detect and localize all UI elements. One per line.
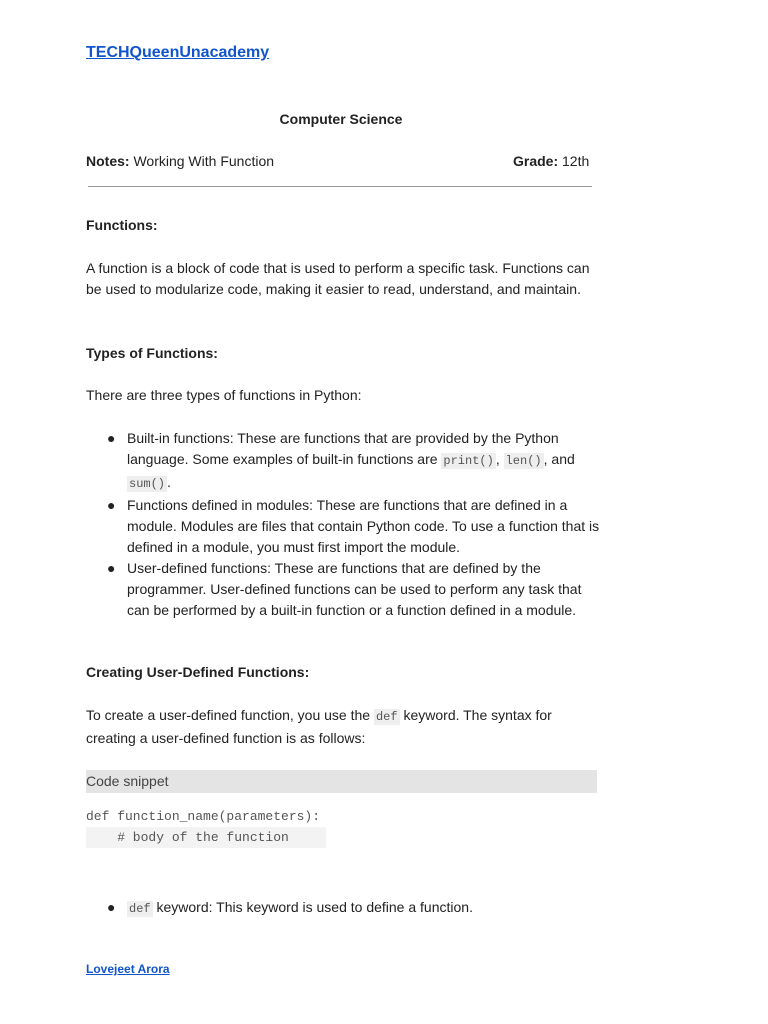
functions-paragraph: A function is a block of code that is used to perform a specific task. Functions can be used to modularize code, making it easier to read, understand, and maintain. bbox=[86, 260, 590, 297]
list-item bbox=[86, 495, 602, 558]
item-text: Functions defined in modules: These are functions that are defined in a module. Modules are files that contain Python code. To use a function that is defined in a module, you must first import the module. bbox=[127, 497, 600, 555]
grade-line bbox=[513, 153, 589, 169]
inline-code: def bbox=[375, 710, 398, 724]
list-item bbox=[86, 558, 602, 621]
list-item bbox=[86, 428, 602, 495]
def-bullet bbox=[86, 897, 643, 920]
inline-code: print() bbox=[443, 454, 494, 468]
types-heading: Types of Functions: bbox=[86, 345, 218, 361]
bullet-icon: ● bbox=[107, 899, 116, 915]
code-line: # body of the function bbox=[86, 827, 326, 848]
course-title: Computer Science bbox=[279, 111, 403, 127]
creating-paragraph bbox=[86, 705, 598, 749]
bullet-icon: ● bbox=[107, 430, 116, 446]
paragraph-text: To create a user-defined function, you use the bbox=[86, 707, 374, 723]
paragraph-text: keyword. The syntax for creating a user-defined function is as follows: bbox=[86, 707, 552, 746]
functions-heading: Functions: bbox=[86, 217, 158, 233]
notes-line bbox=[86, 153, 274, 169]
notes-value: Working With Function bbox=[133, 153, 275, 169]
item-text: , bbox=[495, 451, 504, 467]
grade-label: Grade: bbox=[513, 153, 559, 169]
item-text: Built-in functions: These are functions that are provided by the Python language. Some examples of built-in functions are bbox=[127, 430, 559, 467]
item-text: User-defined functions: These are functions that are defined by the programmer. User-defined functions can be used to perform any task that can be performed by a built-in function or a function defined in a module. bbox=[127, 560, 582, 618]
grade-value: 12th bbox=[562, 153, 590, 169]
bullet-icon: ● bbox=[107, 560, 116, 576]
item-text: keyword: This keyword is used to define a function. bbox=[152, 899, 473, 915]
inline-code: sum() bbox=[129, 477, 166, 491]
item-text: . bbox=[167, 474, 171, 490]
header-divider bbox=[88, 186, 592, 187]
inline-code: def bbox=[129, 902, 151, 916]
code-block bbox=[86, 806, 597, 848]
site-link[interactable]: TECHQueenUnacademy bbox=[86, 44, 270, 61]
code-line: def function_name(parameters): bbox=[86, 809, 321, 824]
notes-label: Notes: bbox=[86, 153, 130, 169]
types-intro: There are three types of functions in Python: bbox=[86, 387, 362, 403]
creating-heading: Creating User-Defined Functions: bbox=[86, 664, 310, 680]
item-text: , and bbox=[543, 451, 575, 467]
code-snippet-header: Code snippet bbox=[86, 770, 597, 793]
types-list bbox=[86, 428, 602, 621]
inline-code: len() bbox=[505, 454, 542, 468]
author-link[interactable]: Lovejeet Arora bbox=[86, 962, 170, 976]
bullet-icon: ● bbox=[107, 497, 116, 513]
